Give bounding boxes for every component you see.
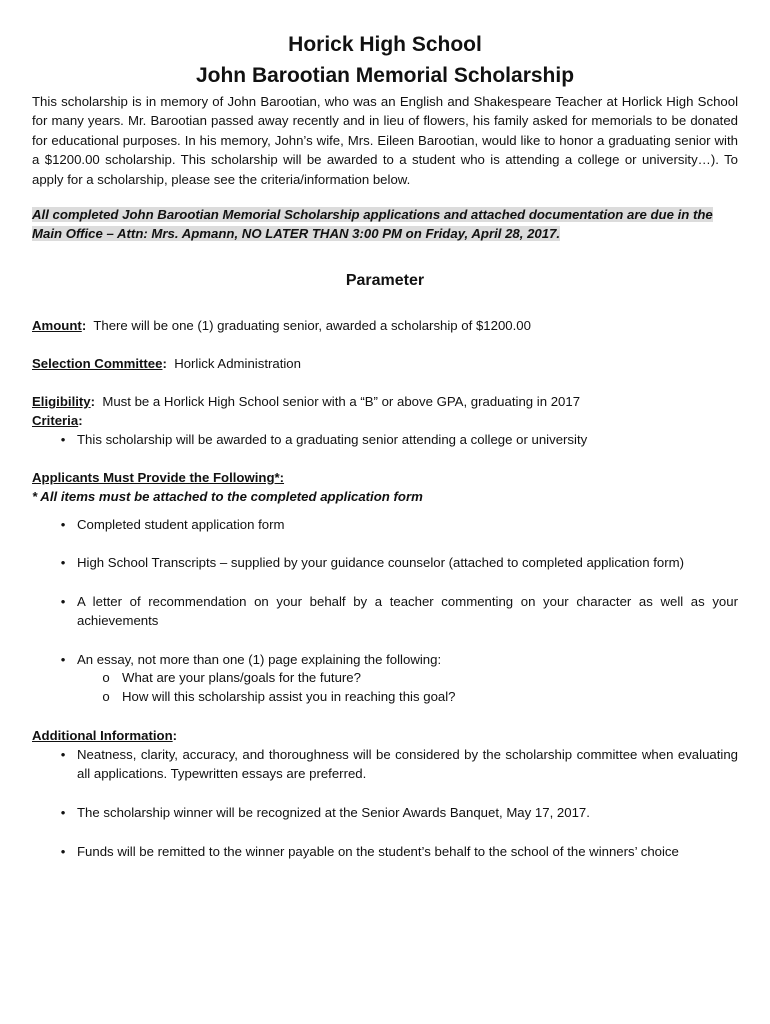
deadline-notice	[32, 205, 738, 244]
amount-colon: :	[81, 318, 87, 333]
applicants-item-1: Completed student application form	[77, 517, 285, 532]
applicants-bullet-2: •	[60, 555, 66, 570]
eligibility-colon: :	[90, 394, 96, 409]
applicants-item-2: High School Transcripts – supplied by your guidance counselor (attached to completed application form)	[77, 555, 684, 570]
applicants-item-3: A letter of recommendation on your behalf by a teacher commenting on your character as well as your achievements	[77, 594, 738, 628]
additional-colon: :	[172, 728, 178, 743]
amount-line	[32, 316, 738, 335]
committee-text: Horlick Administration	[174, 356, 301, 371]
additional-item-3: Funds will be remitted to the winner payable on the student’s behalf to the school of the winners’ choice	[77, 844, 679, 859]
applicants-bullet-3: •	[60, 594, 66, 609]
intro-paragraph: This scholarship is in memory of John Barootian, who was an English and Shakespeare Teacher at Horlick High School for many years. Mr. Barootian passed away recently and in lieu of flowers, his family asked for memorials to be donated for educational purposes. In his memory, John’s wife, Mrs. Eileen Barootian, would like to honor a graduating senior with a $1200.00 scholarship. This scholarship will be awarded to a student who is attending a college or university…). To apply for a scholarship, please see the criteria/information below.	[32, 94, 738, 187]
applicants-item-4: An essay, not more than one (1) page explaining the following:	[77, 652, 442, 667]
criteria-bullet: •	[60, 432, 66, 447]
school-title: Horick High School	[288, 33, 482, 56]
additional-label: Additional Information	[32, 728, 173, 743]
applicants-heading	[32, 468, 738, 487]
amount-label: Amount	[32, 318, 82, 333]
essay-sub-bullet-1: o	[102, 670, 110, 685]
eligibility-label: Eligibility	[32, 394, 91, 409]
criteria-item: This scholarship will be awarded to a graduating senior attending a college or university	[77, 432, 588, 447]
additional-item-2: The scholarship winner will be recognized at the Senior Awards Banquet, May 17, 2017.	[77, 805, 590, 820]
applicants-bullet-4: •	[60, 652, 66, 667]
applicants-bullet-1: •	[60, 517, 66, 532]
additional-heading	[32, 726, 738, 745]
deadline-text: All completed John Barootian Memorial Scholarship applications and attached documentation are due in the Main Office – Attn: Mrs. Apmann, NO LATER THAN 3:00 PM on Friday, April 28, 2017.	[32, 207, 713, 242]
eligibility-line	[32, 392, 738, 411]
additional-bullet-3: •	[60, 844, 66, 859]
criteria-line	[32, 411, 738, 430]
essay-sub-item-1: What are your plans/goals for the future?	[122, 670, 361, 685]
additional-item-1: Neatness, clarity, accuracy, and thoroughness will be considered by the scholarship committee when evaluating all applications. Typewritten essays are preferred.	[77, 747, 738, 781]
applicants-note: * All items must be attached to the completed application form	[32, 489, 423, 504]
essay-sub-item-2: How will this scholarship assist you in reaching this goal?	[122, 689, 456, 704]
scholarship-title: John Barootian Memorial Scholarship	[195, 64, 575, 87]
eligibility-text: Must be a Horlick High School senior with a “B” or above GPA, graduating in 2017	[102, 394, 581, 409]
additional-bullet-2: •	[60, 805, 66, 820]
committee-line	[32, 354, 738, 373]
amount-text: There will be one (1) graduating senior, awarded a scholarship of $1200.00	[93, 318, 531, 333]
criteria-colon: :	[78, 413, 83, 428]
parameter-heading: Parameter	[345, 272, 425, 289]
criteria-label: Criteria	[32, 413, 79, 428]
additional-bullet-1: •	[60, 747, 66, 762]
committee-colon: :	[162, 356, 167, 371]
applicants-label: Applicants Must Provide the Following*:	[32, 470, 285, 485]
essay-sub-bullet-2: o	[102, 689, 110, 704]
committee-label: Selection Committee	[32, 356, 163, 371]
